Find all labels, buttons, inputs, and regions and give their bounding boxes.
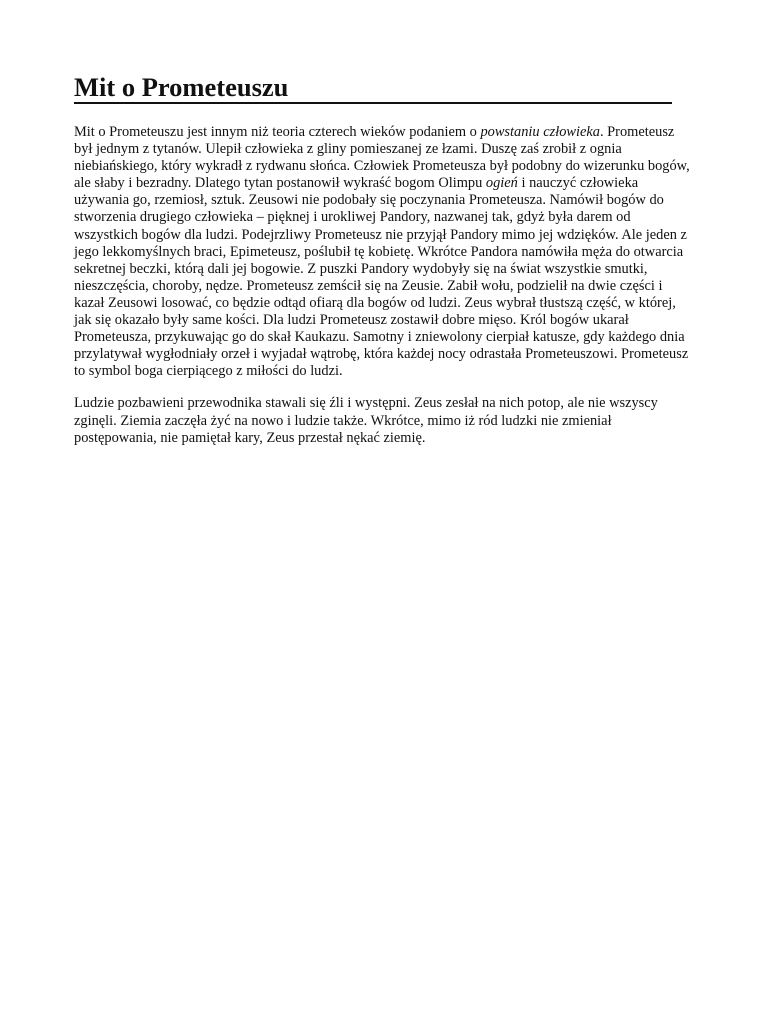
paragraph-1-text-a: Mit o Prometeuszu jest innym niż teoria czterech wieków podaniem o xyxy=(74,124,481,140)
paragraph-1 xyxy=(74,124,694,380)
paragraph-1-text-c: i nauczyć człowieka używania go, rzemiosł, sztuk. Zeusowi nie podobały się poczynania Prometeusza. Namówił bogów do stworzenia drugiego człowieka – pięknej i urokliwej Pandory, nazwanej tak, gdyż była darem od wszystkich bogów dla ludzi. Podejrzliwy Prometeusz nie przyjął Pandory mimo jej wdzięków. Ale jeden z jego lekkomyślnych braci, Epimeteusz, poślubił tę kobietę. Wkrótce Pandora namówiła męża do otwarcia sekretnej beczki, którą dali jej bogowie. Z puszki Pandory wydobyły się na świat wszystkie smutki, nieszczęścia, choroby, nędze. Prometeusz zemścił się na Zeusie. Zabił wołu, podzielił na dwie części i kazał Zeusowi losować, co będzie odtąd ofiarą dla bogów od ludzi. Zeus wybrał tłustszą część, w której, jak się okazało były same kości. Dla ludzi Prometeusz zostawił dobre mięso. Król bogów ukarał Prometeusza, przykuwając go do skał Kaukazu. Samotny i zniewolony cierpiał katusze, gdy każdego dnia przylatywał wygłodniały orzeł i wyjadał wątrobę, która każdej nocy odrastała Prometeuszowi. Prometeusz to symbol boga cierpiącego z miłości do ludzi. xyxy=(74,175,689,380)
paragraph-1-italic-phrase: powstaniu człowieka xyxy=(480,124,600,140)
paragraph-1-text-b: . Prometeusz był jednym z tytanów. Ulepił człowieka z gliny pomieszanej ze łzami. Duszę zaś zrobił z ognia niebiańskiego, który wykradł z rydwanu słońca. Człowiek Prometeusza był podobny do wizerunku bogów, ale słaby i bezradny. Dlatego tytan postanowił wykraść bogom Olimpu xyxy=(74,124,690,192)
document-page xyxy=(74,72,694,447)
page-title: Mit o Prometeuszu xyxy=(74,72,672,104)
paragraph-1-italic-word: ogień xyxy=(485,175,518,192)
paragraph-2: Ludzie pozbawieni przewodnika stawali się źli i występni. Zeus zesłał na nich potop, ale nie wszyscy zginęli. Ziemia zaczęła żyć na nowo i ludzie także. Wkrótce, mimo iż ród ludzki nie zmieniał postępowania, nie pamiętał kary, Zeus przestał nękać ziemię. xyxy=(74,395,658,446)
